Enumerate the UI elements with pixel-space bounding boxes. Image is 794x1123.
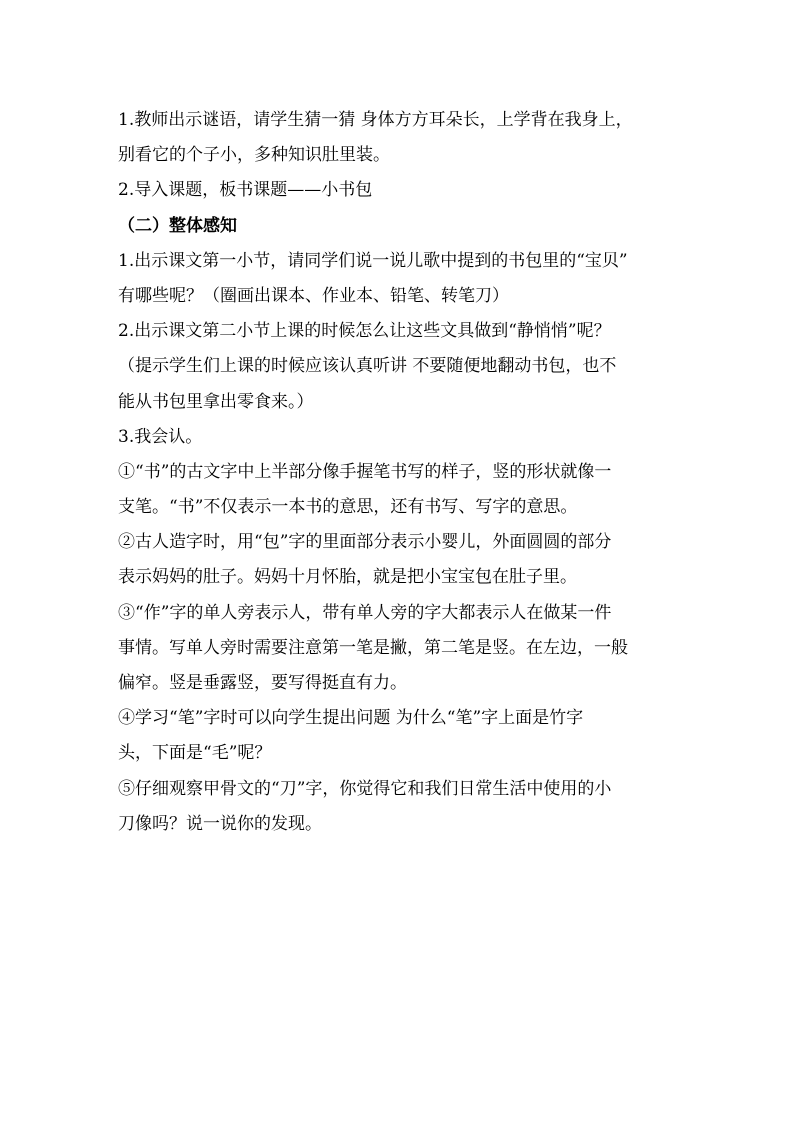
text-line-char-bi: ④学习“笔”字时可以向学生提出问题 为什么“笔”字上面是竹字 <box>118 708 584 729</box>
text-line-char-bao-cont: 表示妈妈的肚子。妈妈十月怀胎，就是把小宝宝包在肚子里。 <box>118 567 577 588</box>
text-line-char-bi-cont: 头，下面是“毛”呢？ <box>118 743 272 764</box>
text-line-char-dao: ⑤仔细观察甲骨文的“刀”字，你觉得它和我们日常生活中使用的小 <box>118 778 612 799</box>
text-line-topic: 2.导入课题，板书课题——小书包 <box>118 180 373 201</box>
text-line-char-zuo-cont: 事情。写单人旁时需要注意第一笔是撇，第二笔是竖。在左边，一般 <box>118 637 628 658</box>
document-body <box>118 103 688 842</box>
text-line-item-2-hint-cont: 能从书包里拿出零食来。） <box>118 391 314 412</box>
text-line-char-zuo: ③“作”字的单人旁表示人，带有单人旁的字大都表示人在做某一件 <box>118 602 612 623</box>
text-line-char-shu-cont: 支笔。“书”不仅表示一本书的意思，还有书写、写字的意思。 <box>118 497 578 518</box>
text-line-item-3: 3.我会认。 <box>118 426 203 447</box>
text-line-char-dao-cont: 刀像吗？说一说你的发现。 <box>118 813 322 834</box>
text-line-item-1: 1.出示课文第一小节，请同学们说一说儿歌中提到的书包里的“宝贝” <box>118 250 628 271</box>
text-line-char-bao: ②古人造字时，用“包”字的里面部分表示小婴儿，外面圆圆的部分 <box>118 532 612 553</box>
text-line-item-2-hint: （提示学生们上课的时候应该认真听讲 不要随便地翻动书包，也不 <box>118 356 617 377</box>
text-line-item-1-cont: 有哪些呢？（圈画出课本、作业本、铅笔、转笔刀） <box>118 285 509 306</box>
text-line-intro-riddle: 1.教师出示谜语，请学生猜一猜 身体方方耳朵长，上学背在我身上， <box>118 110 633 130</box>
text-line-char-shu: ①“书”的古文字中上半部分像手握笔书写的样子，竖的形状就像一 <box>118 461 612 482</box>
text-line-item-2: 2.出示课文第二小节上课的时候怎么让这些文具做到“静悄悄”呢？ <box>118 321 611 342</box>
text-line-char-zuo-cont2: 偏窄。竖是垂露竖，要写得挺直有力。 <box>118 673 407 693</box>
section-heading: （二）整体感知 <box>118 215 237 236</box>
text-line-riddle-cont: 别看它的个子小，多种知识肚里装。 <box>118 145 390 166</box>
